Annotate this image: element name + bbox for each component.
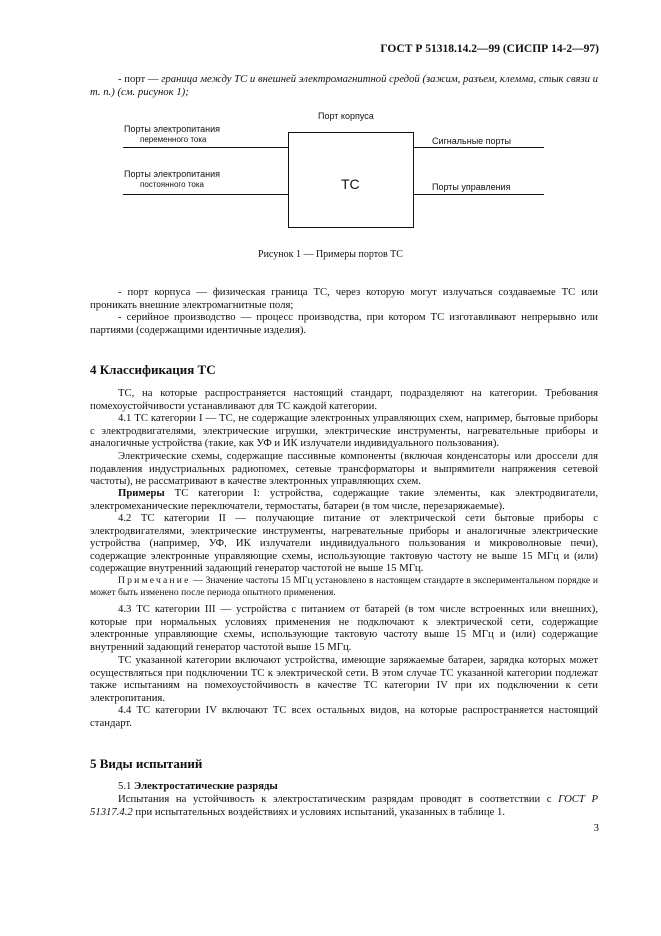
section-4-4: 4.4 ТС категории IV включают ТС всех остальных видов, на которые распространяется настоящий стандарт. <box>90 704 598 729</box>
section-4-heading: 4 Классификация ТС <box>90 362 216 377</box>
section-4-2-note <box>90 575 598 599</box>
section-5-1-reference: ГОСТ Р 51317.4.2 <box>90 793 598 818</box>
label-ac-power-ports-2: переменного тока <box>140 135 207 144</box>
running-header: ГОСТ Р 51318.14.2—99 (СИСПР 14-2—97) <box>380 43 599 55</box>
examples-text: ТС категории I: устройства, содержащие такие элементы, как электродвигатели, электромеханические переключатели, термостаты, батареи (в том числе, перезаряжаемые). <box>90 487 598 512</box>
note-label: Примечание <box>118 575 191 586</box>
line-ac-power <box>123 147 288 148</box>
section-5-1-title: Электростатические разряды <box>134 780 278 792</box>
definition-port-lead: - порт — <box>118 73 162 85</box>
section-4-3-rechargeable: ТС указанной категории включают устройства, имеющие заряжаемые батареи, зарядка которых может осуществляться при подключении ТС к электрической сети. В этом случае ТС указанной категории подлежат также испытаниям на помехоустойчивость в качестве ТС категории IV при их подключении к сети электропитания. <box>90 654 598 704</box>
section-4-intro: ТС, на которые распространяется настоящий стандарт, подразделяют на категории. Требования помехоустойчивости устанавливают для ТС каждой категории. <box>90 387 598 412</box>
examples-label: Примеры <box>118 487 165 499</box>
section-4-1-passive: Электрические схемы, содержащие пассивные компоненты (включая конденсаторы или дроссели для подавления индустриальных радиопомех, сетевые трансформаторы и выпрямители напряжения сетевой частоты), не рассматривают в качестве электронных управляющих схем. <box>90 450 598 488</box>
section-5-1-text-b: при испытательных воздействиях и условиях испытаний, указанных в таблице 1. <box>132 805 506 818</box>
device-box-label: ТС <box>341 176 360 192</box>
label-dc-power-ports-2: постоянного тока <box>140 180 204 189</box>
section-5-1-text <box>90 793 598 818</box>
section-4-1-examples <box>90 487 598 512</box>
figure-caption: Рисунок 1 — Примеры портов ТС <box>258 249 403 260</box>
line-dc-power <box>123 194 288 195</box>
label-control-ports: Порты управления <box>432 182 511 192</box>
line-signal <box>414 147 544 148</box>
definition-enclosure-port: - порт корпуса — физическая граница ТС, через которую могут излучаться создаваемые ТС или проникать внешние электромагнитные поля; <box>90 286 598 311</box>
page-number: 3 <box>593 822 599 834</box>
section-5-1-number: 5.1 <box>118 780 135 792</box>
section-4-1: 4.1 ТС категории I — ТС, не содержащие электронных управляющих схем, например, бытовые приборы с электродвигателями, электрические игрушки, электрические инструменты, нагревательные приборы и аналогичные устройства (такие, как УФ и ИК излучатели индивидуального пользования). <box>90 412 598 450</box>
label-ac-power-ports-1: Порты электропитания <box>124 124 220 134</box>
section-5-1-text-a: Испытания на устойчивость к электростатическим разрядам проводят в соответствии с <box>118 793 559 805</box>
section-4-3: 4.3 ТС категории III — устройства с питанием от батарей (в том числе встроенных или внешних), которые при нормальных условиях применения не подключают к электрической сети, содержащие электронные управляющие схемы, использующие тактовую частоту выше 15 МГц и (или) содержащие внутренний задающий генератор частотой выше 15 МГц. <box>90 603 598 653</box>
section-5-1-heading <box>90 780 598 793</box>
figure-label-enclosure-port: Порт корпуса <box>318 111 374 121</box>
label-signal-ports: Сигнальные порты <box>432 136 511 146</box>
section-4-2: 4.2 ТС категории II — получающие питание от электрической сети бытовые приборы с электродвигателями, электрические инструменты, нагревательные приборы и аналогичные электрические устройства (например, УФ, ИК излучатели индивидуального пользования и микроволновые печи), содержащие электронные управляющие схемы, использующие тактовую частоту не выше 15 МГц и (или) содержащие внутренний задающий генератор частотой не выше 15 МГц. <box>90 512 598 575</box>
label-dc-power-ports-1: Порты электропитания <box>124 169 220 179</box>
figure-1 <box>0 0 661 270</box>
definition-port-text: граница между ТС и внешней электромагнитной средой (зажим, разъем, клемма, стык связи и т. п.) (см. рисунок 1); <box>90 73 598 98</box>
section-5-heading: 5 Виды испытаний <box>90 756 203 771</box>
note-text: — Значение частоты 15 МГц установлено в настоящем стандарте в экспериментальном порядке и может быть изменено после периода опытного применения. <box>90 575 598 599</box>
definition-serial-production: - серийное производство — процесс производства, при котором ТС изготавливают непрерывно или партиями (содержащими идентичные изделия). <box>90 311 598 336</box>
line-control <box>414 194 544 195</box>
